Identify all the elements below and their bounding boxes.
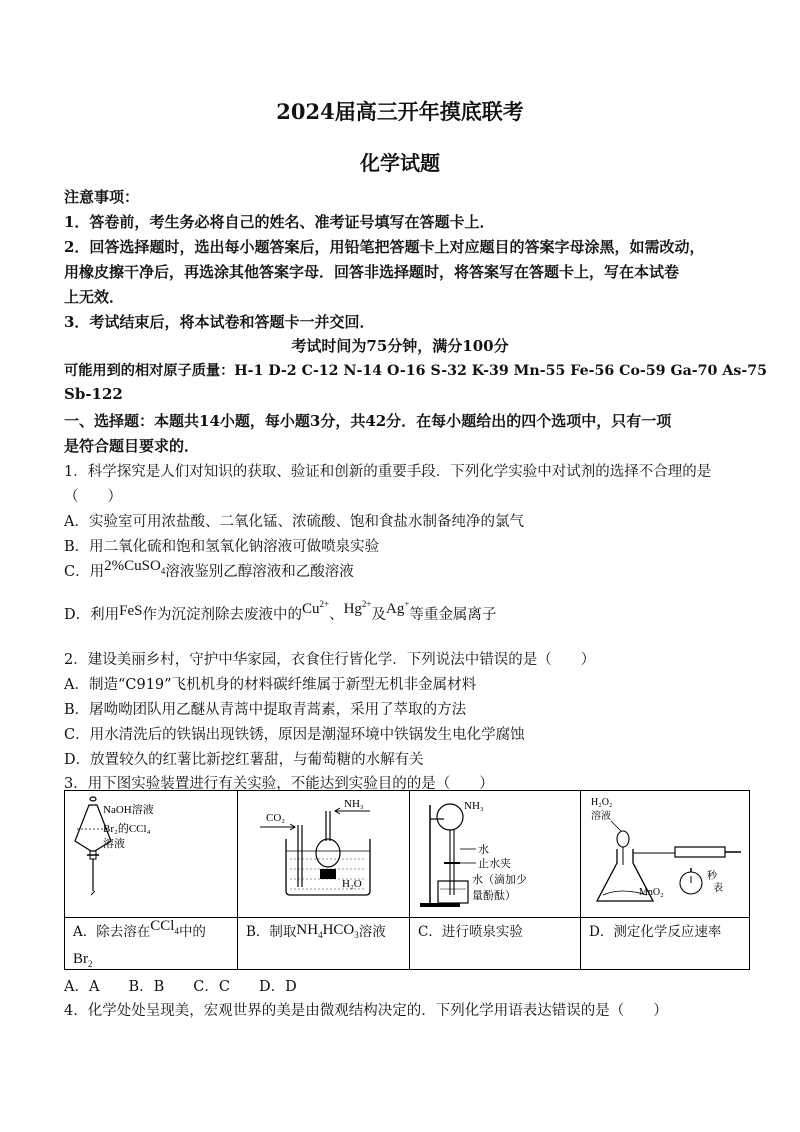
caption-b: B．制取$NH_4HCO_3$溶液 bbox=[246, 922, 386, 940]
svg-text:H₂O₂: H₂O₂ bbox=[591, 797, 613, 808]
svg-text:溶液: 溶液 bbox=[103, 838, 125, 850]
atomic-masses-cont: Sb-122 bbox=[64, 385, 123, 403]
q2-option-d: D．放置较久的红薯比新挖红薯甜，与葡萄糖的水解有关 bbox=[64, 752, 424, 768]
q4-stem: 4．化学处处呈现美，宏观世界的美是由微观结构决定的．下列化学用语表达错误的是（ ） bbox=[64, 1003, 668, 1019]
q2-option-c: C．用水清洗后的铁锅出现铁锈，原因是潮湿环境中铁锅发生电化学腐蚀 bbox=[64, 727, 525, 743]
q3-answer-options: A．A B．B C．C D．D bbox=[64, 979, 297, 995]
q2-option-b: B．屠呦呦团队用乙醚从青蒿中提取青蒿素，采用了萃取的方法 bbox=[64, 702, 467, 718]
cuso4-formula: 2%CuSO$_4$ bbox=[104, 558, 166, 576]
cell-a bbox=[65, 791, 238, 969]
caption-d: D．测定化学反应速率 bbox=[589, 924, 722, 940]
cell-d bbox=[581, 791, 749, 969]
notice-item-1: 1．答卷前，考生务必将自己的姓名、准考证号填写在答题卡上． bbox=[64, 213, 495, 231]
separatory-funnel-figure bbox=[65, 791, 237, 917]
notice-heading: 注意事项： bbox=[64, 188, 140, 206]
caption-a: A．除去溶在CCl$_4$中的 $Br_2$ bbox=[73, 918, 206, 969]
exam-subject: 化学试题 bbox=[360, 151, 440, 175]
svg-text:MnO₂: MnO₂ bbox=[639, 887, 664, 898]
svg-text:秒: 秒 bbox=[707, 871, 717, 882]
svg-text:止水夹: 止水夹 bbox=[478, 858, 511, 870]
svg-text:水: 水 bbox=[478, 844, 489, 856]
q1-option-d: D．利用FeS作为沉淀剂除去废液中的$Cu^{2+}$、$Hg^{2+}$及Ag+等重金属离子 bbox=[64, 599, 497, 623]
reaction-rate-figure bbox=[581, 791, 749, 917]
atomic-masses: 可能用到的相对原子质量：H-1 D-2 C-12 N-14 O-16 S-32 K-39 Mn-55 Fe-56 Co-59 Ga-70 As-75 bbox=[64, 363, 767, 379]
notice-item-2c: 上无效． bbox=[64, 288, 125, 306]
q3-stem: 3．用下图实验装置进行有关实验，不能达到实验目的的是（ ） bbox=[64, 776, 494, 792]
svg-text:水（滴加少: 水（滴加少 bbox=[472, 874, 527, 886]
svg-text:NaOH溶液: NaOH溶液 bbox=[103, 804, 154, 816]
caption-c: C．进行喷泉实验 bbox=[418, 924, 523, 940]
cell-c bbox=[410, 791, 581, 969]
notice-item-3: 3．考试结束后，将本试卷和答题卡一并交回． bbox=[64, 313, 375, 331]
svg-text:NH₃: NH₃ bbox=[344, 798, 364, 810]
notice-item-2a: 2．回答选择题时，选出每小题答案后，用铅笔把答题卡上对应题目的答案字母涂黑，如需改动， bbox=[64, 238, 705, 256]
q2-stem: 2．建设美丽乡村，守护中华家园，衣食住行皆化学．下列说法中错误的是（ ） bbox=[64, 652, 596, 668]
svg-text:H₂O: H₂O bbox=[342, 878, 362, 890]
q1-option-c: C．用2%CuSO$_4$溶液鉴别乙醇溶液和乙酸溶液 bbox=[64, 558, 354, 580]
svg-text:CO₂: CO₂ bbox=[266, 812, 286, 824]
q2-option-a: A．制造“C919”飞机机身的材料碳纤维属于新型无机非金属材料 bbox=[64, 677, 477, 693]
q1-option-b: B．用二氧化硫和饱和氢氧化钠溶液可做喷泉实验 bbox=[64, 539, 380, 555]
svg-text:表: 表 bbox=[713, 883, 723, 894]
exam-title: 2024届高三开年摸底联考 bbox=[276, 99, 524, 124]
q1-option-a: A．实验室可用浓盐酸、二氧化锰、浓硫酸、饱和食盐水制备纯净的氯气 bbox=[64, 514, 524, 530]
svg-text:NH₃: NH₃ bbox=[464, 800, 484, 812]
fountain-experiment-figure bbox=[410, 791, 580, 917]
q3-apparatus-table bbox=[64, 790, 750, 970]
svg-text:溶液: 溶液 bbox=[591, 811, 611, 822]
svg-text:Br₂的CCl₄: Br₂的CCl₄ bbox=[103, 823, 151, 835]
cell-b bbox=[238, 791, 410, 969]
notice-item-2b: 用橡皮擦干净后，再选涂其他答案字母．回答非选择题时，将答案写在答题卡上，写在本试卷 bbox=[64, 263, 680, 281]
svg-text:量酚酞）: 量酚酞） bbox=[472, 890, 516, 902]
q1-stem: 1．科学探究是人们对知识的获取、验证和创新的重要手段．下列化学实验中对试剂的选择不合理的是 bbox=[64, 464, 712, 480]
q1-stem-paren: （ ） bbox=[64, 489, 122, 505]
nh4hco3-apparatus-figure bbox=[238, 791, 409, 917]
section-heading: 一、选择题：本题共14小题，每小题3分，共42分．在每小题给出的四个选项中，只有一项 bbox=[64, 412, 672, 430]
section-heading-cont: 是符合题目要求的． bbox=[64, 437, 200, 455]
exam-time: 考试时间为75分钟，满分100分 bbox=[291, 337, 509, 355]
